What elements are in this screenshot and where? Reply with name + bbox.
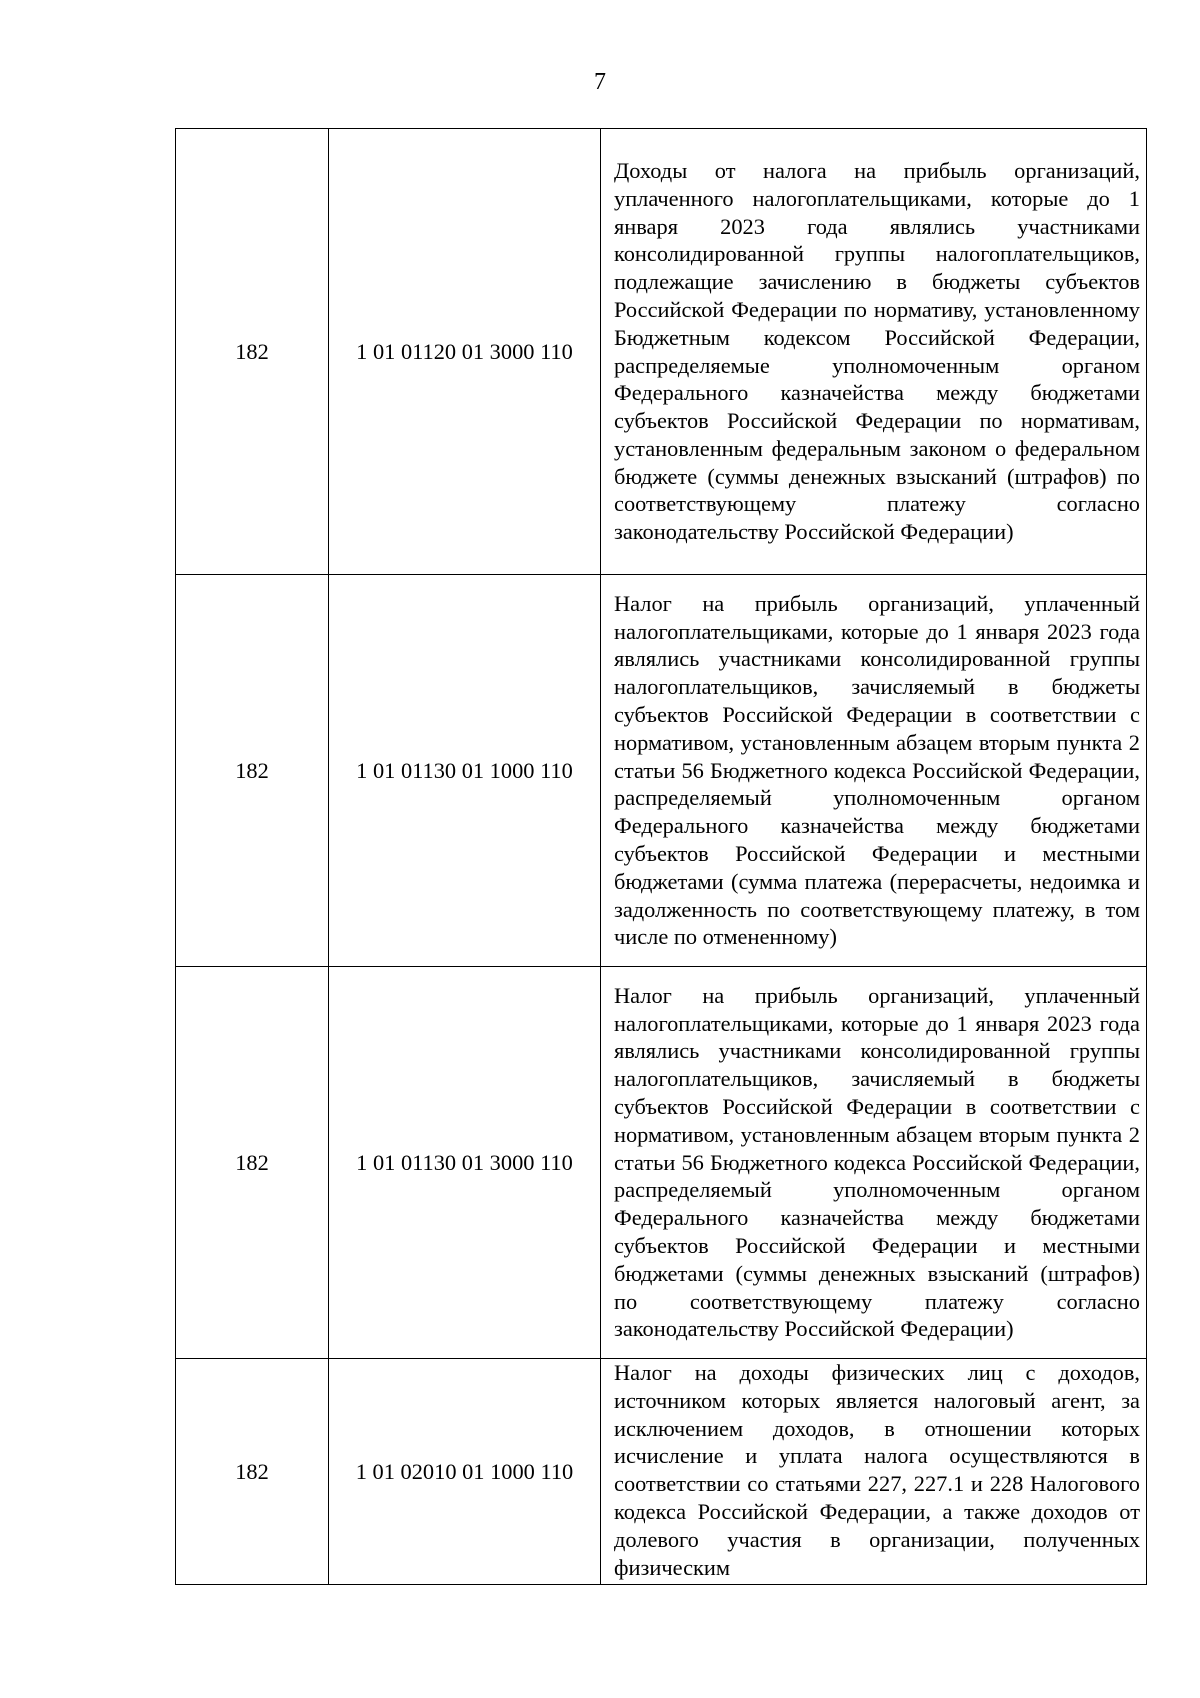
budget-classification-table xyxy=(175,128,1147,1585)
income-name-cell xyxy=(601,967,1147,1359)
admin-code-cell: 182 xyxy=(176,575,329,967)
table-row xyxy=(176,1359,1147,1585)
income-name-text: Доходы от налога на прибыль организаций, уплаченного налогоплательщиками, которые до 1 января 2023 года являлись участниками консолидированной группы налогоплательщиков, подлежащие зачислению в бюджеты субъектов Российской Федерации по нормативу, установленному Бюджетным кодексом Российской Федерации, распределяемые уполномоченным органом Федерального казначейства между бюджетами субъектов Российской Федерации по нормативам, установленным федеральным законом о федеральном бюджете (суммы денежных взысканий (штрафов) по соответствующему платежу согласно законодательству Российской Федерации) xyxy=(614,157,1140,545)
income-name-cell xyxy=(601,129,1147,575)
income-name-cell xyxy=(601,575,1147,967)
budget-code-cell: 1 01 01130 01 1000 110 xyxy=(329,575,601,967)
table-row xyxy=(176,575,1147,967)
page-number: 7 xyxy=(594,69,606,95)
income-name-text: Налог на прибыль организаций, уплаченный налогоплательщиками, которые до 1 января 2023 года являлись участниками консолидированной группы налогоплательщиков, зачисляемый в бюджеты субъектов Российской Федерации в соответствии с нормативом, установленным абзацем вторым пункта 2 статьи 56 Бюджетного кодекса Российской Федерации, распределяемый уполномоченным органом Федерального казначейства между бюджетами субъектов Российской Федерации и местными бюджетами (суммы денежных взысканий (штрафов) по соответствующему платежу согласно законодательству Российской Федерации) xyxy=(614,982,1140,1342)
admin-code-cell: 182 xyxy=(176,967,329,1359)
admin-code-cell: 182 xyxy=(176,129,329,575)
table-row xyxy=(176,129,1147,575)
table-row xyxy=(176,967,1147,1359)
budget-code-cell: 1 01 01120 01 3000 110 xyxy=(329,129,601,575)
income-name-cell xyxy=(601,1359,1147,1585)
budget-code-cell: 1 01 01130 01 3000 110 xyxy=(329,967,601,1359)
income-name-text: Налог на прибыль организаций, уплаченный налогоплательщиками, которые до 1 января 2023 года являлись участниками консолидированной группы налогоплательщиков, зачисляемый в бюджеты субъектов Российской Федерации в соответствии с нормативом, установленным абзацем вторым пункта 2 статьи 56 Бюджетного кодекса Российской Федерации, распределяемый уполномоченным органом Федерального казначейства между бюджетами субъектов Российской Федерации и местными бюджетами (сумма платежа (перерасчеты, недоимка и задолженность по соответствующему платежу, в том числе по отмененному) xyxy=(614,590,1140,950)
budget-code-cell: 1 01 02010 01 1000 110 xyxy=(329,1359,601,1585)
income-name-text: Налог на доходы физических лиц с доходов, источником которых является налоговый агент, за исключением доходов, в отношении которых исчисление и уплата налога осуществляются в соответствии со статьями 227, 227.1 и 228 Налогового кодекса Российской Федерации, а также доходов от долевого участия в организации, полученных физическим xyxy=(614,1360,1140,1580)
admin-code-cell: 182 xyxy=(176,1359,329,1585)
